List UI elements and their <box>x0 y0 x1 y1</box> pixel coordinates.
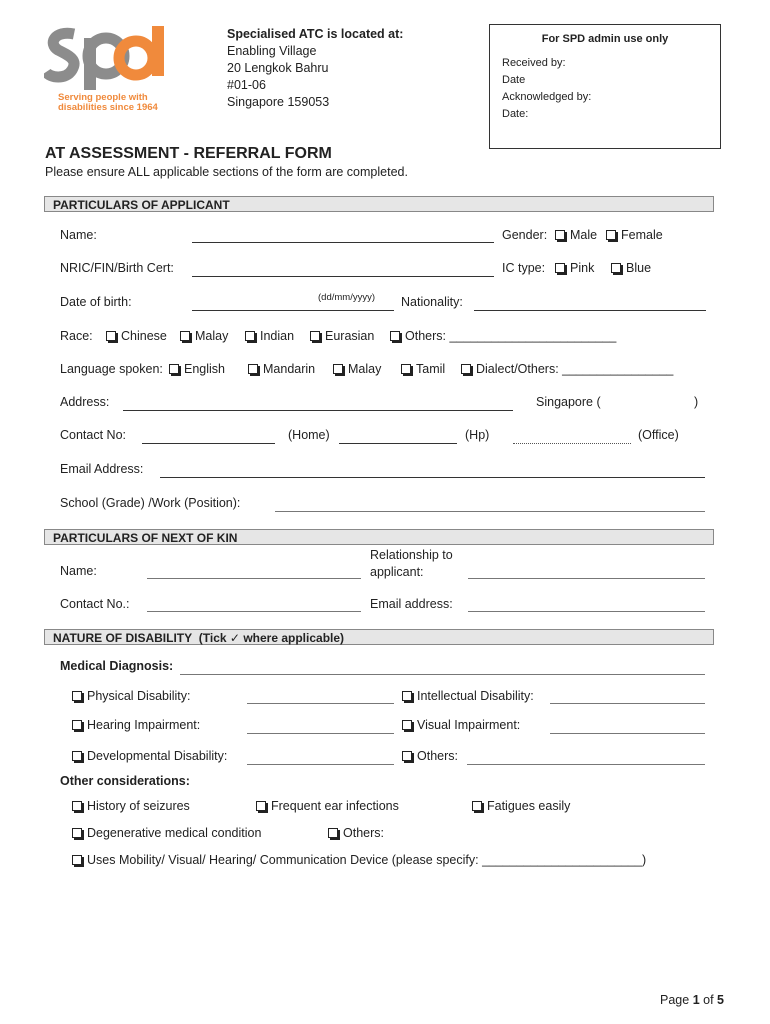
physical-option[interactable] <box>72 689 191 703</box>
home-label: (Home) <box>288 428 330 442</box>
lang-mandarin-option[interactable] <box>248 362 315 376</box>
form-subtitle: Please ensure ALL applicable sections of the form are completed. <box>45 165 408 179</box>
atc-address <box>227 26 403 111</box>
race-chinese-option[interactable] <box>106 329 167 343</box>
admin-date2: Date: <box>502 108 529 120</box>
english-label: English <box>184 362 225 376</box>
kin-contact-label: Contact No.: <box>60 597 130 611</box>
contact-home-field[interactable] <box>142 443 275 444</box>
lang-malay-option[interactable] <box>333 362 381 376</box>
admin-title: For SPD admin use only <box>541 33 669 45</box>
checkbox-icon[interactable] <box>245 331 255 341</box>
kin-name-field[interactable] <box>147 578 361 579</box>
checkbox-icon[interactable] <box>72 801 82 811</box>
medical-diagnosis-label: Medical Diagnosis: <box>60 659 174 673</box>
degenerative-option[interactable] <box>72 826 261 840</box>
checkbox-icon[interactable] <box>328 828 338 838</box>
checkbox-icon[interactable] <box>472 801 482 811</box>
contact-label: Contact No: <box>60 428 127 442</box>
nationality-field[interactable] <box>474 310 706 311</box>
relationship-field[interactable] <box>468 578 705 579</box>
considerations-others-option[interactable] <box>328 826 384 840</box>
dob-hint: (dd/mm/yyyy) <box>318 292 375 303</box>
section-applicant-header: PARTICULARS OF APPLICANT <box>44 196 714 212</box>
office-label: (Office) <box>638 428 679 442</box>
disability-others-option[interactable] <box>402 749 458 763</box>
hp-label: (Hp) <box>465 428 490 442</box>
relationship-label <box>370 547 453 581</box>
logo-mark <box>44 24 174 90</box>
mandarin-label: Mandarin <box>263 362 316 376</box>
address-line: Singapore 159053 <box>227 95 330 109</box>
school-field[interactable] <box>275 511 705 512</box>
checkbox-icon[interactable] <box>169 364 179 374</box>
intellectual-label: Intellectual Disability: <box>417 689 534 703</box>
nric-label: NRIC/FIN/Birth Cert: <box>60 261 174 275</box>
eurasian-label: Eurasian <box>325 329 375 343</box>
singapore-label: Singapore ( <box>536 395 601 409</box>
language-label: Language spoken: <box>60 362 163 376</box>
name-label: Name: <box>60 228 97 242</box>
medical-diagnosis-field[interactable] <box>180 674 705 675</box>
kin-email-label: Email address: <box>370 597 453 611</box>
tagline-line1: Serving people with <box>58 92 148 103</box>
hearing-field[interactable] <box>247 733 394 734</box>
form-title: AT ASSESSMENT - REFERRAL FORM <box>45 145 332 162</box>
address-line: 20 Lengkok Bahru <box>227 61 329 75</box>
contact-office-field[interactable] <box>513 443 631 444</box>
device-label: Uses Mobility/ Visual/ Hearing/ Communication Device (please specify: _______________________) <box>87 853 647 867</box>
nric-field[interactable] <box>192 276 494 277</box>
seizures-label: History of seizures <box>87 799 190 813</box>
relationship-line2: applicant: <box>370 565 424 579</box>
page-indicator <box>660 993 724 1007</box>
admin-box <box>489 24 721 149</box>
chinese-label: Chinese <box>121 329 167 343</box>
indian-label: Indian <box>260 329 295 343</box>
address-label: Address: <box>60 395 110 409</box>
email-field[interactable] <box>160 477 705 478</box>
address-line: Enabling Village <box>227 44 317 58</box>
male-label: Male <box>570 228 598 242</box>
fatigue-option[interactable] <box>472 799 570 813</box>
gender-male-option[interactable] <box>555 228 597 242</box>
lang-tamil-option[interactable] <box>401 362 445 376</box>
section-kin-header: PARTICULARS OF NEXT OF KIN <box>44 529 714 545</box>
checkbox-icon[interactable] <box>72 828 82 838</box>
checkbox-icon[interactable] <box>611 263 621 273</box>
name-field[interactable] <box>192 242 494 243</box>
disability-others-label: Others: <box>417 749 458 763</box>
checkbox-icon[interactable] <box>401 364 411 374</box>
spd-logo <box>44 24 174 114</box>
ear-label: Frequent ear infections <box>271 799 399 813</box>
where-applicable-text: where applicable) <box>243 631 345 645</box>
address-heading: Specialised ATC is located at: <box>227 27 404 41</box>
hearing-option[interactable] <box>72 718 200 732</box>
seizures-option[interactable] <box>72 799 190 813</box>
lang-english-option[interactable] <box>169 362 225 376</box>
race-malay-option[interactable] <box>180 329 228 343</box>
checkbox-icon[interactable] <box>402 691 412 701</box>
page-number: 1 <box>692 993 700 1007</box>
dialect-label: Dialect/Others: ________________ <box>476 362 674 376</box>
checkbox-icon[interactable] <box>310 331 320 341</box>
device-option[interactable] <box>72 853 646 867</box>
checkmark-icon: ✓ <box>229 631 240 645</box>
female-label: Female <box>621 228 663 242</box>
physical-field[interactable] <box>247 703 394 704</box>
race-indian-option[interactable] <box>245 329 294 343</box>
ictype-pink-option[interactable] <box>555 261 594 275</box>
checkbox-icon[interactable] <box>555 230 565 240</box>
ictype-blue-option[interactable] <box>611 261 651 275</box>
visual-option[interactable] <box>402 718 520 732</box>
checkbox-icon[interactable] <box>72 691 82 701</box>
gender-female-option[interactable] <box>606 228 663 242</box>
fatigue-label: Fatigues easily <box>487 799 571 813</box>
checkbox-icon[interactable] <box>180 331 190 341</box>
tagline-line2: disabilities since 1964 <box>58 102 158 113</box>
developmental-option[interactable] <box>72 749 227 763</box>
race-others-option[interactable] <box>390 329 616 343</box>
checkbox-icon[interactable] <box>555 263 565 273</box>
admin-received: Received by: <box>502 57 566 69</box>
considerations-others-label: Others: <box>343 826 384 840</box>
intellectual-option[interactable] <box>402 689 534 703</box>
page-word: Page <box>660 993 690 1007</box>
other-considerations-label: Other considerations: <box>60 774 190 788</box>
section-disability-header <box>44 629 714 645</box>
checkbox-icon[interactable] <box>106 331 116 341</box>
race-eurasian-option[interactable] <box>310 329 374 343</box>
disability-header-text: NATURE OF DISABILITY <box>53 631 193 645</box>
ear-infections-option[interactable] <box>256 799 399 813</box>
checkbox-icon[interactable] <box>402 720 412 730</box>
hearing-label: Hearing Impairment: <box>87 718 201 732</box>
visual-field[interactable] <box>550 733 705 734</box>
checkbox-icon[interactable] <box>72 720 82 730</box>
tamil-label: Tamil <box>416 362 446 376</box>
lang-malay-label: Malay <box>348 362 382 376</box>
malay-label: Malay <box>195 329 229 343</box>
checkbox-icon[interactable] <box>333 364 343 374</box>
checkbox-icon[interactable] <box>248 364 258 374</box>
pink-label: Pink <box>570 261 595 275</box>
logo-tagline <box>58 93 174 113</box>
disability-others-field[interactable] <box>467 764 705 765</box>
page-total: 5 <box>717 993 724 1007</box>
checkbox-icon[interactable] <box>606 230 616 240</box>
checkbox-icon[interactable] <box>256 801 266 811</box>
relationship-line1: Relationship to <box>370 548 453 562</box>
nationality-label: Nationality: <box>401 295 463 309</box>
developmental-label: Developmental Disability: <box>87 749 228 763</box>
checkbox-icon[interactable] <box>461 364 471 374</box>
gender-label: Gender: <box>502 228 548 242</box>
intellectual-field[interactable] <box>550 703 705 704</box>
degenerative-label: Degenerative medical condition <box>87 826 262 840</box>
race-label: Race: <box>60 329 93 343</box>
ictype-label: IC type: <box>502 261 546 275</box>
physical-label: Physical Disability: <box>87 689 191 703</box>
kin-name-label: Name: <box>60 564 97 578</box>
race-others-label: Others: ________________________ <box>405 329 617 343</box>
lang-dialect-option[interactable] <box>461 362 673 376</box>
checkbox-icon[interactable] <box>72 751 82 761</box>
admin-date: Date <box>502 74 526 86</box>
tick-text: (Tick <box>198 631 227 645</box>
kin-contact-field[interactable] <box>147 611 361 612</box>
checkbox-icon[interactable] <box>72 855 82 865</box>
dob-label: Date of birth: <box>60 295 132 309</box>
email-label: Email Address: <box>60 462 144 476</box>
kin-email-field[interactable] <box>468 611 705 612</box>
school-label: School (Grade) /Work (Position): <box>60 496 241 510</box>
contact-hp-field[interactable] <box>339 443 457 444</box>
address-line: #01-06 <box>227 78 266 92</box>
postal-close-paren: ) <box>694 395 699 409</box>
address-field[interactable] <box>123 410 513 411</box>
blue-label: Blue <box>626 261 652 275</box>
of-word: of <box>703 993 714 1007</box>
visual-label: Visual Impairment: <box>417 718 521 732</box>
checkbox-icon[interactable] <box>402 751 412 761</box>
developmental-field[interactable] <box>247 764 394 765</box>
dob-field[interactable] <box>192 310 394 311</box>
admin-acknowledged: Acknowledged by: <box>502 91 592 103</box>
checkbox-icon[interactable] <box>390 331 400 341</box>
